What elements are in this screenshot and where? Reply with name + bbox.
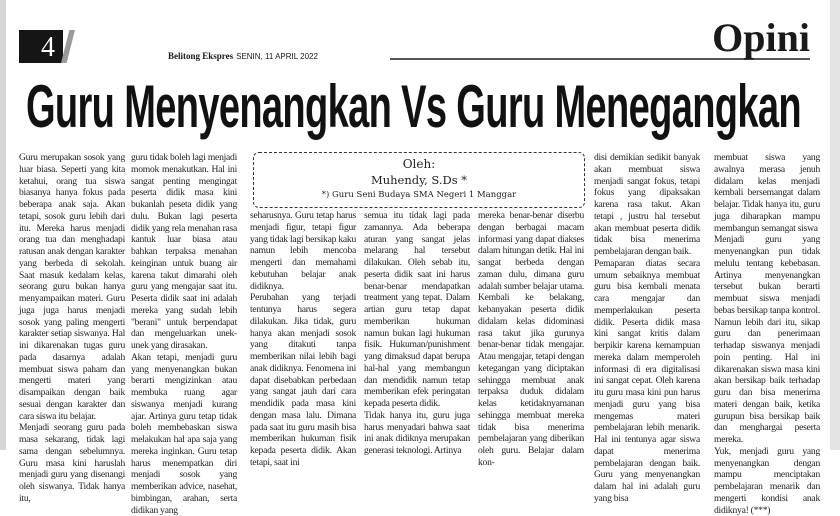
page-edge-left [0, 0, 6, 450]
author-affiliation: *) Guru Seni Budaya SMA Negeri 1 Manggar [321, 190, 517, 200]
byline-label: Oleh: [402, 157, 436, 171]
byline-box [253, 152, 585, 208]
issue-date: SENIN, 11 APRIL 2022 [236, 52, 318, 61]
article-column-2 [131, 152, 237, 516]
article-column-3 [250, 210, 356, 469]
page-number: 4 [41, 32, 55, 63]
paragraph: Menjadi seorang guru pada masa sekarang, tidak lagi sama dengan sebelumnya. Guru masa kini haruslah menjadi guru yang disenangi oleh siswanya. Tidak hanya itu, [19, 422, 125, 504]
paragraph: Guru merupakan sosok yang luar biasa. Seperti yang kita ketahui, orang tua siswa biasanya hanya fokus pada beberapa anak saja. Akan tetapi, sosok guru lebih dari itu. Mereka harus menjadi orang tua dan menghadapi ratusan anak dengan karakter yang berbeda di sekolah. Saat masuk kedalam kelas, seorang guru bukan hanya menyampaikan materi. Guru juga juga harus menjadi sosok yang paling mengerti karakter setiap siswanya. Hal ini dikarenakan tugas guru pada dasarnya adalah membuat siswa paham dan mengerti materi yang disampaikan dengan baik sesuai dengan karakter dan cara siswa itu belajar. [19, 152, 125, 422]
paper-masthead [168, 51, 318, 61]
article-column-6 [594, 152, 700, 505]
page-number-slant [61, 30, 75, 63]
paragraph: Pemaparan diatas secara umum sebaiknya membuat guru bisa kembali menata cara mengajar dan memperlakukan peserta didik. Peserta didik masa kini sangat kritis dalam berpikir karena kemampuan mereka dalam memperoleh informasi di era digitalisasi ini sangat cepat. Oleh karena itu guru masa kini pun harus menjadi guru yang bisa mengemas materi pembelajaran lebih menarik. Hal ini tentunya agar siswa dapat menerima pembelajaran dengan baik. Guru yang menyenangkan dalam hal ini adalah guru yang bisa [594, 257, 700, 504]
paragraph: Menjadi guru yang menyenangkan pun tidak melulu tentang kebebasan. Artinya menyenangkan tersebut bukan berarti membuat siswa menjadi bebas bersikap tanpa kontrol. Namun lebih dari itu, sikap guru dan penerimaan terhadap siswanya menjadi poin penting. Hal ini dikarenakan siswa masa kini akan bersikap baik terhadap guru dan bisa menerima materi dengan baik, ketika gurupun bisa bersikap baik dan menghargai peserta mereka. [714, 234, 820, 445]
paragraph: Yuk, menjadi guru yang menyenangkan dengan mampu menciptakan pembelajaran menarik dan mengerti kondisi anak didiknya! (***) [714, 445, 820, 516]
section-title: Opini [712, 15, 810, 60]
paragraph: disi demikian sedikit banyak akan membuat siswa menjadi sangat fokus, tetapi fokus yang dipaksakan karena rasa takut. Akan tetapi , justru hal tersebut akan membuat peserta didik tidak bisa menerima pembelajaran dengan baik. [594, 152, 700, 257]
article-column-4 [364, 210, 470, 457]
paragraph: seharusnya. Guru tetap harus menjadi figur, tetapi figur yang tidak lagi bersikap kaku namun lebih mencoba mengerti dan memahami kebutuhan belajar anak didiknya. [250, 210, 356, 292]
paragraph: membuat siswa yang awalnya merasa jenuh didalam kelas menjadi kembali bersemangat dalam belajar. Tidak hanya itu, guru juga diharapkan mampu membangun semangat siswa [714, 152, 820, 234]
paper-name: Belitong Ekspres [168, 51, 234, 61]
paragraph: Perubahan yang terjadi tentunya harus segera dilakukan. Jika tidak, guru hanya akan menjadi sosok yang ditakuti tanpa memberikan nilai lebih bagi anak didiknya. Fenomena ini dapat disebabkan perbedaan yang sangat jauh dari cara mendidik pada masa kini dengan masa lalu. Dimana pada saat itu guru masih bisa memberikan hukuman fisik kepada peserta didik. Akan tetapi, saat ini [250, 292, 356, 468]
page-number-box [19, 30, 63, 63]
page-edge-right [830, 0, 840, 450]
article-column-7 [714, 152, 820, 516]
paragraph: Akan tetapi, menjadi guru yang menyenangkan bukan berarti mengizinkan atau membuka ruang agar siswanya menjadi kurang ajar. Artinya guru tetap tidak boleh membebaskan siswa melakukan hal apa saja yang mereka inginkan. Guru tetap harus menempatkan diri menjadi sosok yang memberikan advice, nasehat, bimbingan, arahan, serta didikan yang [131, 351, 237, 516]
article-column-5 [478, 210, 584, 469]
headline-wrap [26, 73, 801, 140]
paragraph: semua itu tidak lagi pada zamannya. Ada beberapa aturan yang sangat jelas melarang hal tersebut dilakukan. Oleh sebab itu, peserta didik saat ini harus benar-benar mendapatkan treatment yang tepat. Dalam artian guru tetap dapat memberikan hukuman namun bukan lagi hukuman fisik. Hukuman/punishment yang dimaksud dapat berupa hal-hal yang membangun dan mendidik namun tetap memberikan efek peringatan kepada peserta didik. [364, 210, 470, 409]
paragraph: Tidak hanya itu, guru juga harus menyadari bahwa saat ini anak didiknya merupakan generasi teknologi. Artinya [364, 409, 470, 456]
paragraph: mereka benar-benar diserbu dengan berbagai macam informasi yang dapat diakses dalam hitungan detik. Hal ini sangat berbeda dengan zaman dulu, dimana guru adalah sumber belajar utama. Kembali ke belakang, kebanyakan peserta didik didalam kelas didominasi rasa takut jika gurunya benar-benar tidak mengajar. Atau mengajar, tetapi dengan ketegangan yang diciptakan sehingga membuat anak terpaksa duduk didalam kelas ketidaknyamanan sehingga membuat mereka tidak bisa menerima pembelajaran yang diberikan oleh guru. Belajar dalam kon- [478, 210, 584, 468]
author-name: Muhendy, S.Ds * [370, 173, 468, 187]
paragraph: guru tidak boleh lagi menjadi momok menakutkan. Hal ini sangat penting mengingat peserta didik masa kini bukanlah peseta didik yang dulu. Bukan lagi peserta didik yang rela menahan rasa kantuk luar biasa atau bahkan terpaksa menahan keinginan untuk buang air karena takut dimarahi oleh guru yang mengajar saat itu. Peserta didik saat ini adalah mereka yang sudah lebih "berani" untuk berpendapat dan mengeluarkan unek-unek yang dirasakan. [131, 152, 237, 351]
headline: Guru Menyenangkan Vs Guru Menegangkan [26, 73, 801, 140]
article-column-1 [19, 152, 125, 505]
